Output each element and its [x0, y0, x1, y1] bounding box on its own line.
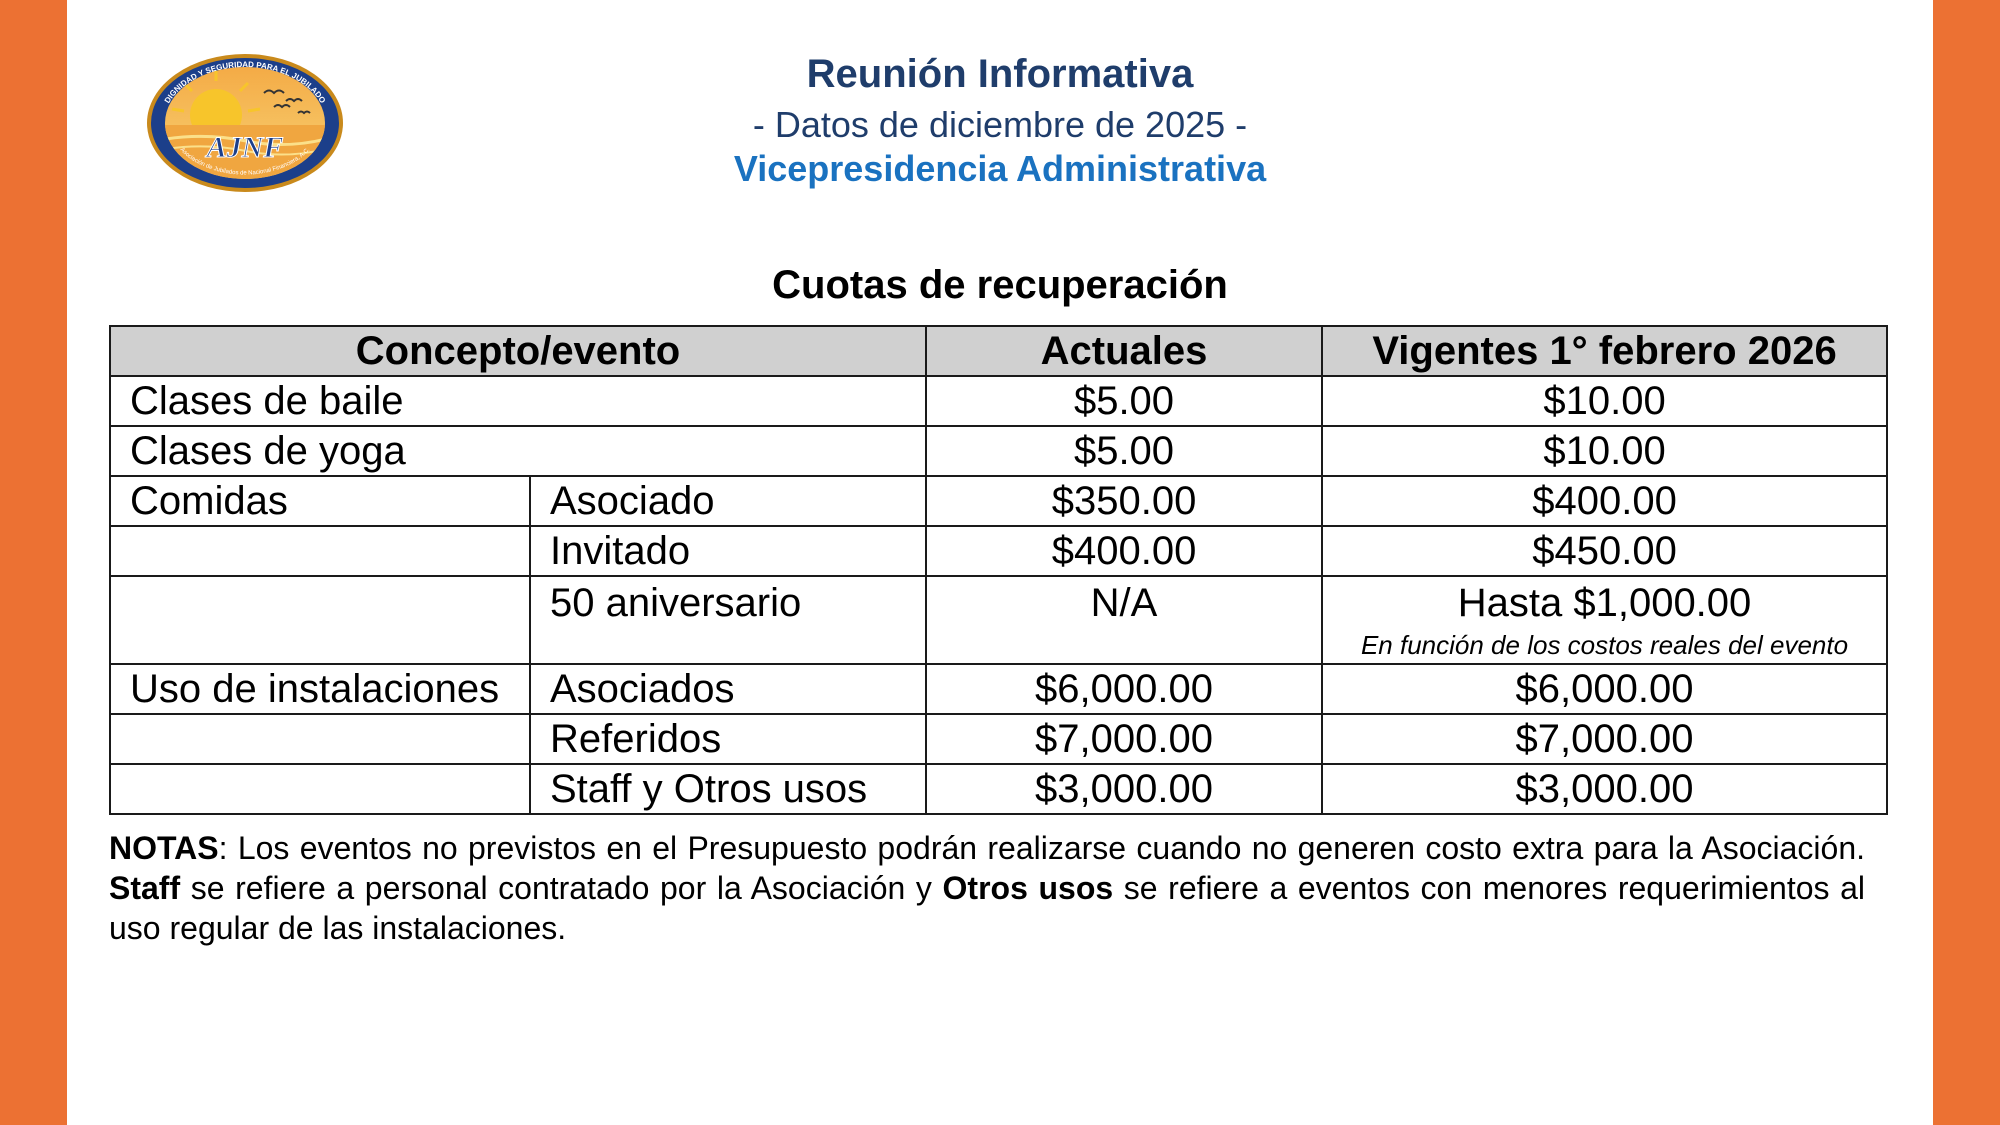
table-row — [110, 764, 1887, 814]
cell-new: $7,000.00 — [1322, 714, 1887, 764]
notes-text-3: se refiere a eventos con menores requerimientos al uso regular de las instalaciones. — [109, 870, 1866, 946]
header-new: Vigentes 1° febrero 2026 — [1322, 326, 1887, 376]
cell-concept — [110, 526, 530, 576]
cell-current: $3,000.00 — [926, 764, 1322, 814]
cell-new: $3,000.00 — [1322, 764, 1887, 814]
cell-subconcept: 50 aniversario — [530, 576, 926, 664]
notes-staff: Staff — [109, 870, 181, 906]
cell-subconcept: Invitado — [530, 526, 926, 576]
cell-current: $7,000.00 — [926, 714, 1322, 764]
header-current: Actuales — [926, 326, 1322, 376]
cell-current: N/A — [926, 576, 1322, 664]
page-title: Reunión Informativa — [806, 52, 1194, 96]
cell-new: $6,000.00 — [1322, 664, 1887, 714]
cell-new: $400.00 — [1322, 476, 1887, 526]
table-header-row — [110, 326, 1887, 376]
cell-subconcept: Asociados — [530, 664, 926, 714]
cell-new: $10.00 — [1322, 426, 1887, 476]
cell-concept — [110, 764, 530, 814]
cell-concept — [110, 714, 530, 764]
page-subtitle: - Datos de diciembre de 2025 - — [752, 104, 1248, 145]
cell-current: $6,000.00 — [926, 664, 1322, 714]
notes-text-2: se refiere a personal contratado por la Asociación y — [180, 870, 943, 906]
table-row — [110, 376, 1887, 426]
cell-new-with-note — [1322, 576, 1887, 664]
cell-subconcept: Asociado — [530, 476, 926, 526]
cell-concept: Clases de yoga — [110, 426, 926, 476]
cell-note: En función de los costos reales del evento — [1360, 630, 1849, 660]
cell-concept: Comidas — [110, 476, 530, 526]
logo-text: AJNF — [206, 131, 284, 164]
cell-new: $450.00 — [1322, 526, 1887, 576]
cell-current: $5.00 — [926, 426, 1322, 476]
table-caption: Cuotas de recuperación — [772, 263, 1228, 307]
table-row — [110, 664, 1887, 714]
logo-bottom-text: Asociación de Jubilados de Nacional Financiera, A.C. — [178, 146, 312, 177]
cell-concept — [110, 576, 530, 664]
table-row — [110, 476, 1887, 526]
department-name: Vicepresidencia Administrativa — [733, 148, 1267, 189]
header-concept: Concepto/evento — [110, 326, 926, 376]
notes-otros: Otros usos — [942, 870, 1114, 906]
table-row — [110, 426, 1887, 476]
cell-subconcept: Staff y Otros usos — [530, 764, 926, 814]
cell-concept: Uso de instalaciones — [110, 664, 530, 714]
cell-new: $10.00 — [1322, 376, 1887, 426]
cell-subconcept: Referidos — [530, 714, 926, 764]
table-row — [110, 714, 1887, 764]
cell-current: $350.00 — [926, 476, 1322, 526]
fees-table — [109, 325, 1888, 815]
cell-concept: Clases de baile — [110, 376, 926, 426]
notes-text-1: : Los eventos no previstos en el Presupuesto podrán realizarse cuando no generen costo extra para la Asociación. — [218, 830, 1865, 866]
cell-new: Hasta $1,000.00 — [1457, 581, 1752, 625]
notes-paragraph — [109, 828, 1865, 948]
cell-current: $5.00 — [926, 376, 1322, 426]
notes-label: NOTAS — [109, 830, 219, 866]
logo-ring-text: DIGNIDAD Y SEGURIDAD PARA EL JUBILADO — [162, 60, 328, 105]
table-row — [110, 576, 1887, 664]
table-row — [110, 526, 1887, 576]
cell-current: $400.00 — [926, 526, 1322, 576]
